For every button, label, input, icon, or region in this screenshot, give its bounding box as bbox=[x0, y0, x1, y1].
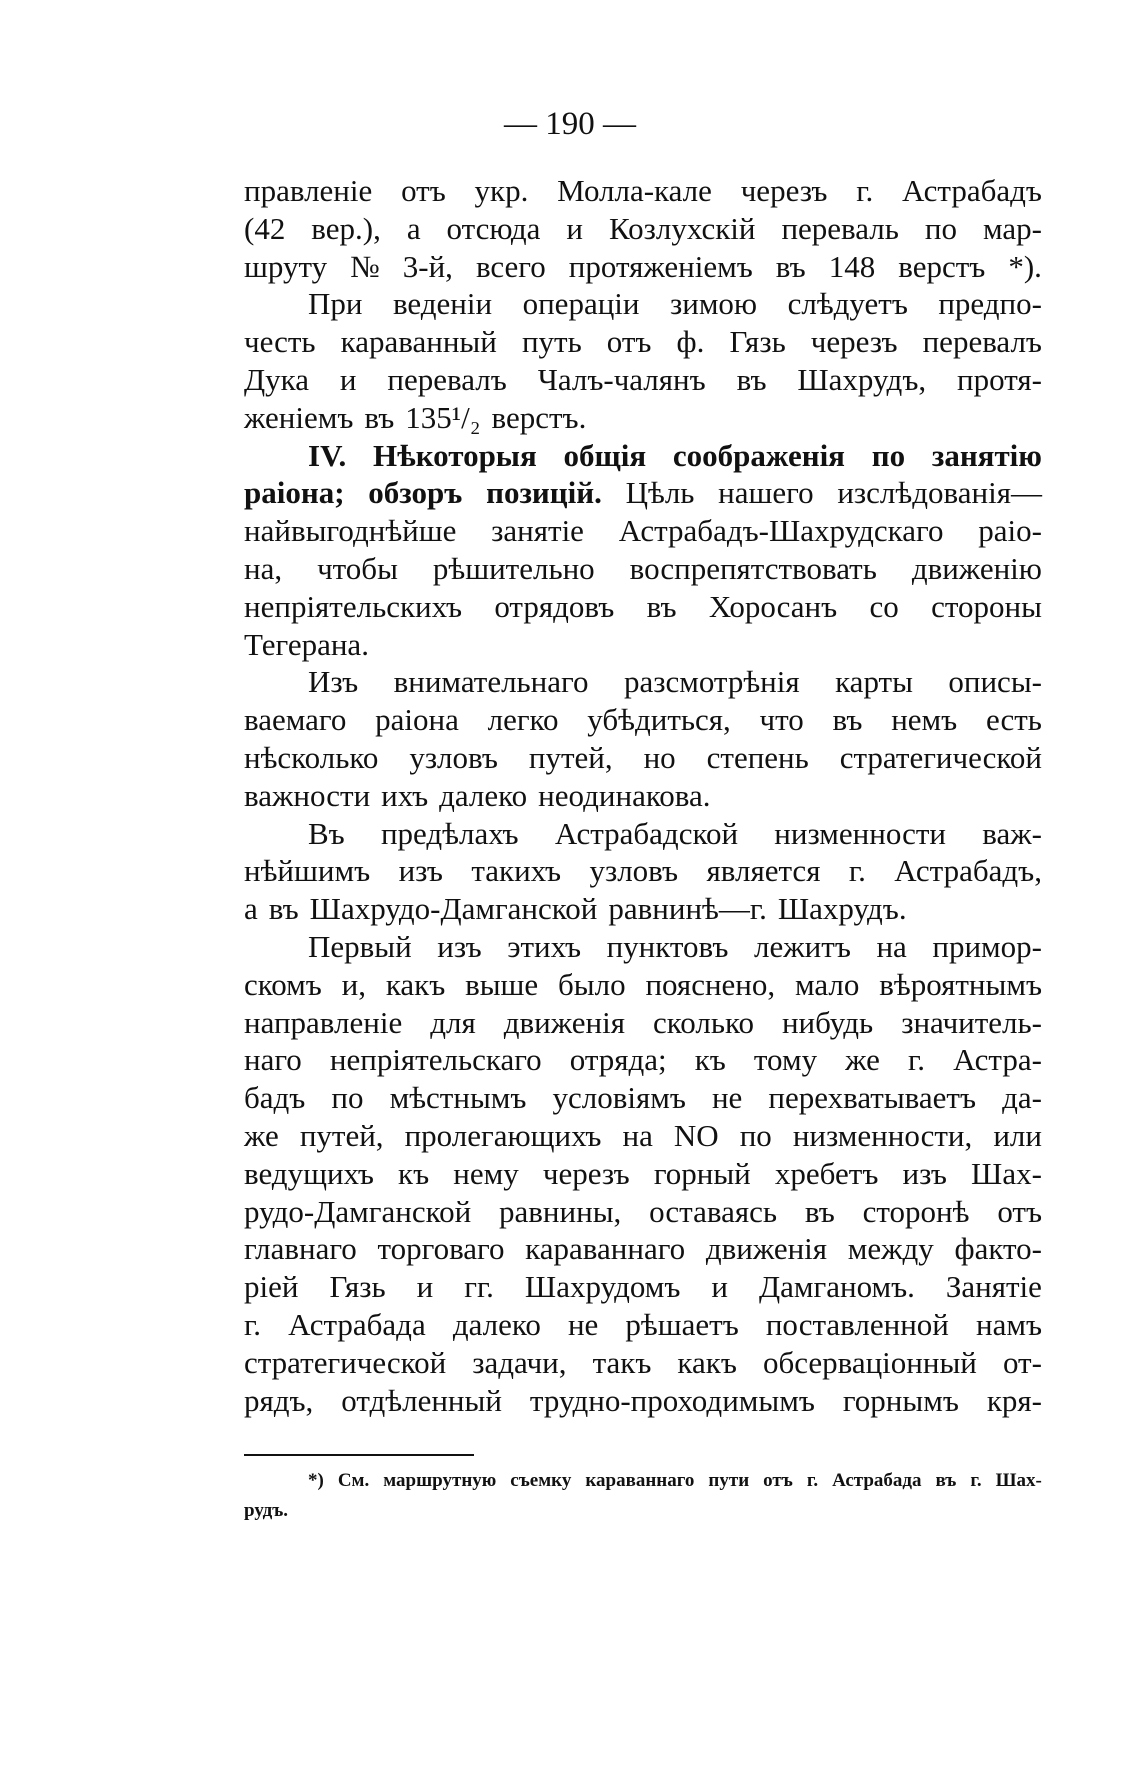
body-word: путей, bbox=[299, 1117, 384, 1153]
body-word: перехватываетъ bbox=[768, 1080, 976, 1116]
body-word: шруту bbox=[244, 248, 328, 284]
body-line bbox=[244, 777, 1042, 815]
body-word: карты bbox=[835, 664, 913, 700]
body-line bbox=[244, 361, 1042, 399]
body-word: описы- bbox=[948, 664, 1042, 700]
body-word: мало bbox=[794, 966, 860, 1002]
body-line bbox=[244, 1193, 1042, 1231]
body-word: изъ bbox=[437, 928, 482, 964]
body-word: Цѣль bbox=[625, 475, 695, 511]
body-word: далеко bbox=[439, 777, 528, 813]
body-word: на, bbox=[244, 550, 283, 586]
body-word: было bbox=[558, 966, 626, 1002]
body-word: черезъ bbox=[542, 1155, 630, 1191]
body-word: примор- bbox=[932, 928, 1042, 964]
body-word: NO bbox=[673, 1117, 719, 1153]
body-word: между bbox=[847, 1231, 934, 1267]
body-word: степень bbox=[706, 739, 809, 775]
body-word: отсюда bbox=[446, 210, 541, 246]
body-line bbox=[244, 1004, 1042, 1042]
body-word: общія bbox=[563, 437, 647, 473]
body-word: и bbox=[339, 361, 357, 397]
body-word: рѣшительно bbox=[432, 550, 595, 586]
body-word: но bbox=[643, 739, 676, 775]
footnote bbox=[244, 1466, 1042, 1526]
body-word: Хоросанъ bbox=[708, 588, 838, 624]
footnote-line bbox=[244, 1466, 1042, 1496]
body-word: гг. bbox=[464, 1269, 494, 1305]
body-line bbox=[244, 1041, 1042, 1079]
body-line bbox=[244, 701, 1042, 739]
body-word: Шахрудъ. bbox=[777, 891, 907, 927]
body-line bbox=[244, 1117, 1042, 1155]
body-line bbox=[244, 1155, 1042, 1193]
body-word: убѣдиться, bbox=[587, 702, 731, 738]
body-word: отрядовъ bbox=[494, 588, 615, 624]
body-word: низменности bbox=[774, 815, 947, 851]
body-word: правленіе bbox=[244, 173, 373, 208]
body-word: движенія bbox=[705, 1231, 828, 1267]
body-word: и, bbox=[341, 966, 366, 1002]
body-word: слѣдуетъ bbox=[787, 286, 908, 322]
body-word: нѣйшимъ bbox=[244, 853, 371, 889]
body-word: вер.), bbox=[311, 210, 381, 246]
footnote-word: караваннаго bbox=[585, 1470, 695, 1491]
body-word: наго bbox=[244, 1042, 302, 1078]
body-word: торговаго bbox=[377, 1231, 505, 1267]
body-line bbox=[244, 852, 1042, 890]
footnote-word: отъ bbox=[763, 1470, 793, 1491]
body-line bbox=[244, 550, 1042, 588]
body-word: для bbox=[430, 1004, 476, 1040]
body-word: разсмотрѣнія bbox=[623, 664, 800, 700]
body-line bbox=[244, 437, 1042, 475]
body-word: равнинѣ—г. bbox=[608, 891, 767, 927]
body-word: мар- bbox=[982, 210, 1042, 246]
body-word: условіямъ bbox=[552, 1080, 686, 1116]
body-word: соображенія bbox=[672, 437, 845, 473]
body-line bbox=[244, 626, 1042, 664]
body-word: да- bbox=[1002, 1080, 1042, 1116]
body-word: узловъ bbox=[589, 853, 679, 889]
body-word: въ bbox=[736, 361, 767, 397]
body-word: изъ bbox=[902, 1155, 947, 1191]
body-text bbox=[244, 172, 1042, 1419]
body-word: Дука bbox=[244, 361, 309, 397]
body-word: г. bbox=[244, 1306, 261, 1342]
body-word: от- bbox=[1002, 1344, 1042, 1380]
body-word: Въ bbox=[308, 815, 345, 851]
body-word: далеко bbox=[452, 1306, 541, 1342]
body-word: въ bbox=[775, 248, 806, 284]
body-line bbox=[244, 399, 1042, 437]
body-word: Шахрудо-Дамганской bbox=[309, 891, 598, 927]
body-word: предѣлахъ bbox=[380, 815, 519, 851]
footnote-word: въ bbox=[935, 1470, 957, 1491]
body-word: Шахрудъ, bbox=[797, 361, 927, 397]
footnote-word: См. bbox=[337, 1470, 370, 1491]
body-line bbox=[244, 172, 1042, 210]
body-word: Астрабадъ bbox=[902, 173, 1042, 208]
body-word: Нѣкоторыя bbox=[372, 437, 537, 473]
body-word: этихъ bbox=[507, 928, 581, 964]
body-word: какъ bbox=[677, 1344, 737, 1380]
footnote-line bbox=[244, 1496, 1042, 1526]
body-word: рѣшаетъ bbox=[625, 1306, 739, 1342]
body-word: на bbox=[622, 1117, 653, 1153]
body-word: переваль bbox=[781, 210, 899, 246]
body-word: главнаго bbox=[244, 1231, 357, 1267]
body-word: низменности, bbox=[792, 1117, 973, 1153]
body-line bbox=[244, 1306, 1042, 1344]
body-word: ріей bbox=[244, 1269, 299, 1305]
footnote-word: маршрутную bbox=[383, 1470, 497, 1491]
body-word: непріятельскаго bbox=[329, 1042, 542, 1078]
body-word: пояснено, bbox=[645, 966, 776, 1002]
body-word: г. bbox=[856, 173, 874, 208]
body-word: по bbox=[739, 1117, 772, 1153]
body-word: и bbox=[711, 1269, 728, 1305]
body-word: оставаясь bbox=[649, 1193, 778, 1229]
footnote-word: г. bbox=[806, 1470, 819, 1491]
body-word: непріятельскихъ bbox=[244, 588, 462, 624]
body-word: караванный bbox=[340, 324, 497, 360]
footnote-word: Шах- bbox=[995, 1470, 1042, 1491]
body-word: верстъ bbox=[898, 248, 986, 284]
body-word: изъ bbox=[398, 853, 443, 889]
body-word: всего bbox=[475, 248, 546, 284]
body-word: горнымъ bbox=[842, 1382, 959, 1418]
body-word: какъ bbox=[385, 966, 446, 1002]
body-word: бадъ bbox=[244, 1080, 306, 1116]
body-word: значитель- bbox=[901, 1004, 1042, 1040]
body-word: Шахрудомъ bbox=[524, 1269, 681, 1305]
body-word: въ bbox=[646, 588, 677, 624]
body-word: честь bbox=[244, 324, 316, 360]
body-word: Козлухскій bbox=[608, 210, 756, 246]
body-word: Изъ bbox=[308, 664, 359, 700]
body-line bbox=[244, 966, 1042, 1004]
footnote-word: г. bbox=[970, 1470, 982, 1491]
body-word: обсерваціонный bbox=[762, 1344, 977, 1380]
body-word: направленіе bbox=[244, 1004, 403, 1040]
body-word: Астрабадской bbox=[554, 815, 739, 851]
page-number: — 190 — bbox=[504, 106, 636, 142]
body-word: не bbox=[711, 1080, 743, 1116]
body-word: *). bbox=[1008, 248, 1042, 284]
body-line bbox=[244, 1382, 1042, 1420]
body-word: чтобы bbox=[317, 550, 398, 586]
body-word: протя- bbox=[957, 361, 1042, 397]
body-word: ваемаго bbox=[244, 702, 347, 738]
footnote-word: рудъ. bbox=[244, 1500, 289, 1521]
body-word: намъ bbox=[976, 1306, 1042, 1342]
body-line bbox=[244, 663, 1042, 701]
body-word: протяженіемъ bbox=[568, 248, 753, 284]
body-word: такъ bbox=[592, 1344, 652, 1380]
body-line bbox=[244, 890, 1042, 928]
body-word: предпо- bbox=[938, 286, 1042, 322]
body-word: изслѣдованія— bbox=[837, 475, 1042, 511]
body-word: перевалъ bbox=[387, 361, 507, 397]
body-word: нашего bbox=[718, 475, 814, 511]
body-word: Астра- bbox=[953, 1042, 1042, 1078]
body-word: въ bbox=[364, 399, 395, 435]
body-word: раіона bbox=[375, 702, 459, 738]
body-word: важ- bbox=[982, 815, 1042, 851]
body-word: нему bbox=[453, 1155, 519, 1191]
body-word: равнины, bbox=[499, 1193, 622, 1229]
body-word: Астрабада bbox=[288, 1306, 426, 1342]
footnote-divider bbox=[244, 1454, 474, 1456]
body-word: такихъ bbox=[471, 853, 562, 889]
body-word: внимательнаго bbox=[393, 664, 589, 700]
body-word: къ bbox=[398, 1155, 430, 1191]
body-word: а bbox=[406, 210, 421, 246]
body-line bbox=[244, 474, 1042, 512]
body-word: есть bbox=[985, 702, 1042, 738]
body-word: тому bbox=[753, 1042, 818, 1078]
body-word: не bbox=[567, 1306, 599, 1342]
body-word: мѣстнымъ bbox=[389, 1080, 527, 1116]
body-word: верстъ. bbox=[491, 399, 587, 435]
body-word: раіо- bbox=[978, 513, 1042, 549]
body-word: по bbox=[871, 437, 906, 473]
body-word: найвыгоднѣйше bbox=[244, 513, 457, 549]
body-word: узловъ bbox=[409, 739, 498, 775]
body-word: обзоръ bbox=[368, 475, 463, 511]
body-word: г. bbox=[908, 1042, 925, 1078]
body-word: занятіе bbox=[491, 513, 584, 549]
body-word: лежитъ bbox=[754, 928, 851, 964]
body-word: скомъ bbox=[244, 966, 322, 1002]
body-word: же bbox=[845, 1042, 880, 1078]
body-word: ведущихъ bbox=[244, 1155, 374, 1191]
body-word: хребетъ bbox=[774, 1155, 879, 1191]
body-word: движенія bbox=[503, 1004, 625, 1040]
body-line bbox=[244, 588, 1042, 626]
footnote-word: *) bbox=[308, 1470, 324, 1491]
body-word: Астрабадъ-Шахрудскаго bbox=[618, 513, 944, 549]
body-line bbox=[244, 1079, 1042, 1117]
body-word: Гязь bbox=[729, 324, 786, 360]
body-word: движенію bbox=[911, 550, 1042, 586]
body-word: Тегерана. bbox=[244, 626, 369, 662]
body-word: а bbox=[244, 891, 258, 927]
body-line bbox=[244, 1230, 1042, 1268]
body-line bbox=[244, 285, 1042, 323]
body-word: же bbox=[244, 1117, 279, 1153]
body-word: неодинакова. bbox=[538, 777, 711, 813]
body-word: IV. bbox=[308, 437, 347, 473]
body-word: черезъ bbox=[740, 173, 828, 208]
body-word: рудо-Дамганской bbox=[244, 1193, 472, 1229]
body-word: въ bbox=[804, 1193, 835, 1229]
body-word: сколько bbox=[653, 1004, 754, 1040]
body-word: отъ bbox=[606, 324, 652, 360]
body-line bbox=[244, 512, 1042, 550]
body-word: легко bbox=[487, 702, 559, 738]
body-word: стратегической bbox=[244, 1344, 447, 1380]
body-word: пролегающихъ bbox=[404, 1117, 602, 1153]
body-word: зимою bbox=[669, 286, 758, 322]
body-word: въ bbox=[268, 891, 299, 927]
body-word: 3-й, bbox=[402, 248, 453, 284]
body-word: г. bbox=[848, 853, 866, 889]
body-word: караваннаго bbox=[525, 1231, 686, 1267]
body-word: 135¹/₂ bbox=[405, 399, 481, 435]
body-word: въ bbox=[832, 702, 863, 738]
body-word: ихъ bbox=[381, 777, 429, 813]
body-word: поставленной bbox=[765, 1306, 949, 1342]
body-word: путь bbox=[521, 324, 582, 360]
footnote-word: пути bbox=[708, 1470, 750, 1491]
body-word: факто- bbox=[954, 1231, 1042, 1267]
body-word: веденіи bbox=[392, 286, 493, 322]
body-word: ф. bbox=[676, 324, 705, 360]
body-word: отдѣленный bbox=[341, 1382, 502, 1418]
body-word: сторонѣ bbox=[862, 1193, 970, 1229]
body-word: женіемъ bbox=[244, 399, 354, 435]
body-word: Астрабадъ, bbox=[894, 853, 1042, 889]
body-word: немъ bbox=[891, 702, 958, 738]
body-word: стороны bbox=[931, 588, 1042, 624]
body-word: кря- bbox=[986, 1382, 1042, 1418]
body-line bbox=[244, 815, 1042, 853]
body-word: Шах- bbox=[971, 1155, 1042, 1191]
body-word: на bbox=[876, 928, 907, 964]
body-word: задачи, bbox=[472, 1344, 567, 1380]
body-word: является bbox=[706, 853, 821, 889]
body-word: со bbox=[869, 588, 899, 624]
body-word: нѣсколько bbox=[244, 739, 379, 775]
body-line bbox=[244, 928, 1042, 966]
body-word: отъ bbox=[401, 173, 446, 208]
body-word: отряда; bbox=[569, 1042, 667, 1078]
body-word: раіона; bbox=[244, 475, 345, 511]
footnote-word: съемку bbox=[510, 1470, 572, 1491]
body-line bbox=[244, 248, 1042, 286]
body-word: черезъ bbox=[810, 324, 898, 360]
body-word: Дамганомъ. bbox=[758, 1269, 915, 1305]
body-word: воспрепятствовать bbox=[629, 550, 877, 586]
body-word: путей, bbox=[528, 739, 613, 775]
body-word: укр. bbox=[474, 173, 529, 208]
footnote-word: Астрабада bbox=[832, 1470, 922, 1491]
body-word: позицій. bbox=[486, 475, 602, 511]
body-word: (42 bbox=[244, 210, 286, 246]
body-line bbox=[244, 1344, 1042, 1382]
body-line bbox=[244, 1268, 1042, 1306]
body-word: по bbox=[924, 210, 957, 246]
body-word: отъ bbox=[997, 1193, 1042, 1229]
body-word: трудно-проходимымъ bbox=[529, 1382, 815, 1418]
body-word: вѣроятнымъ bbox=[879, 966, 1042, 1002]
body-word: что bbox=[759, 702, 804, 738]
body-word: пунктовъ bbox=[606, 928, 729, 964]
body-word: стратегической bbox=[839, 739, 1042, 775]
body-word: занятію bbox=[931, 437, 1042, 473]
body-word: по bbox=[331, 1080, 364, 1116]
body-word: выше bbox=[465, 966, 539, 1002]
body-word: рядъ, bbox=[244, 1382, 314, 1418]
body-word: важности bbox=[244, 777, 371, 813]
body-word: и bbox=[566, 210, 584, 246]
body-word: операціи bbox=[522, 286, 640, 322]
body-word: При bbox=[308, 286, 363, 322]
body-word: или bbox=[993, 1117, 1042, 1153]
body-line bbox=[244, 739, 1042, 777]
body-word: нибудь bbox=[781, 1004, 874, 1040]
body-word: Занятіе bbox=[945, 1269, 1042, 1305]
body-word: Молла-кале bbox=[557, 173, 712, 208]
body-line bbox=[244, 323, 1042, 361]
body-word: Первый bbox=[308, 928, 412, 964]
body-word: и bbox=[416, 1269, 434, 1305]
body-word: къ bbox=[694, 1042, 726, 1078]
body-word: горный bbox=[653, 1155, 751, 1191]
body-word: № bbox=[350, 248, 380, 284]
body-word: Чалъ-чалянъ bbox=[537, 361, 706, 397]
body-line bbox=[244, 210, 1042, 248]
body-word: 148 bbox=[828, 248, 876, 284]
body-word: перевалъ bbox=[922, 324, 1042, 360]
body-word: Гязь bbox=[329, 1269, 386, 1305]
